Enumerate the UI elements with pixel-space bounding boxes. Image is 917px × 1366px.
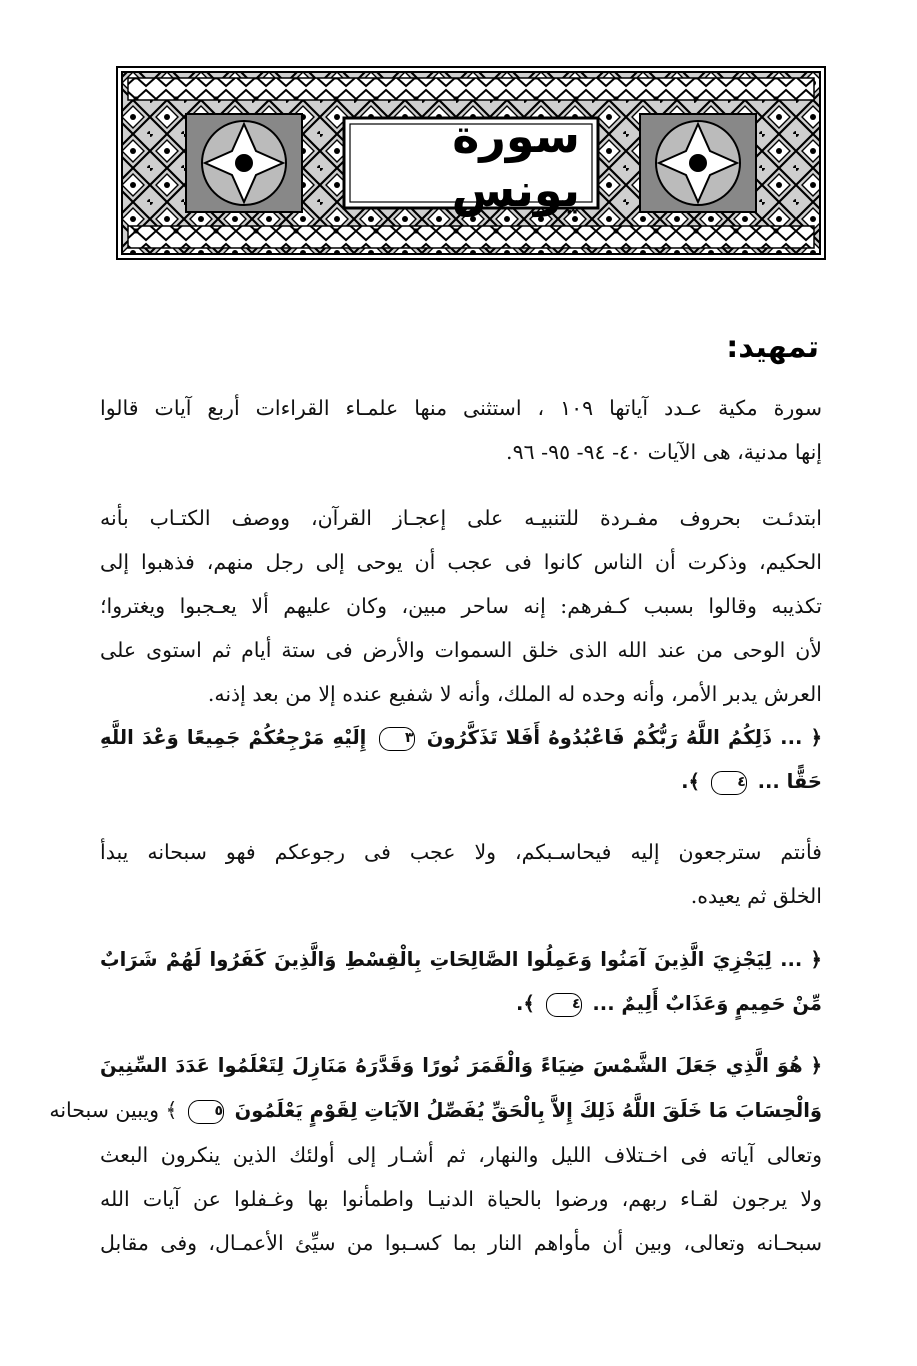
- mixed-line: [49, 1088, 822, 1133]
- verse-text: ﴾.: [515, 992, 535, 1015]
- paragraph-intro: [100, 386, 822, 474]
- paragraph-return: [100, 830, 822, 918]
- text-line: سورة مكية عـدد آياتها ١٠٩ ، استثنى منها علمـاء القراءات أربع آيات قالوا: [100, 396, 822, 420]
- verse-text: مِّنْ حَمِيمٍ وَعَذَابٌ أَلِيمٌ ...: [592, 992, 822, 1015]
- text-line: لأن الوحى من عند الله الذى خلق السموات والأرض فى ستة أيام ثم استوى على: [100, 638, 822, 662]
- paragraph-opening: [100, 496, 822, 716]
- verse-line: ﴿ ... لِيَجْزِيَ الَّذِينَ آمَنُوا وَعَمِلُوا الصَّالِحَاتِ بِالْقِسْطِ وَالَّذِينَ كَفَرُوا لَهُمْ شَرَابٌ: [100, 948, 822, 971]
- verse-text: ﴾.: [681, 770, 700, 793]
- text-line: سبحـانه وتعالى، وبين أن مأواهم النار بما كسـبوا من سيِّئ الأعمـال، وفى مقابل: [100, 1231, 822, 1255]
- text-line: وتعالى آياته فى اخـتلاف الليل والنهار، ثم أشـار إلى أولئك الذين ينكرون البعث: [100, 1143, 822, 1167]
- verse-line: ﴿ هُوَ الَّذِي جَعَلَ الشَّمْسَ ضِيَاءً وَالْقَمَرَ نُورًا وَقَدَّرَهُ مَنَازِلَ لِتَعْلَمُوا عَدَدَ السِّنِينَ: [100, 1054, 822, 1077]
- right-medallion: [640, 114, 756, 212]
- verse-line: [100, 760, 822, 804]
- verse-line: [100, 716, 822, 760]
- verse-line: [100, 982, 822, 1026]
- quran-verse-2: [100, 938, 822, 1026]
- text-line: تكذيبه وقالوا بسبب كـفرهم: إنه ساحر مبين، وكان عليهم ألا يعـجبوا ويغتروا؛: [100, 594, 822, 618]
- text-line: الحكيم، وذكرت أن الناس كانوا فى عجب أن يوحى إلى رجل منهم، فذهبوا إلى: [100, 550, 822, 574]
- quran-verse-1: [100, 716, 822, 804]
- section-heading: تمهيد:: [726, 330, 819, 365]
- text-line: إنها مدنية، هى الآيات ٤٠- ٩٤- ٩٥- ٩٦.: [506, 440, 822, 464]
- left-medallion: [186, 114, 302, 212]
- surah-title: سورة يونس: [451, 109, 580, 217]
- verse-text: حَقًّا ...: [757, 770, 822, 793]
- verse-number-marker: ٤: [546, 993, 582, 1017]
- text-line: ابتدئـت بحروف مفـردة للتنبيـه على إعجـاز القرآن، ووصف الكتـاب بأنه: [100, 506, 822, 530]
- verse-text: ﴿ ... ذَلِكُمُ اللَّهُ رَبُّكُمْ فَاعْبُدُوهُ أَفَلا تَذَكَّرُونَ: [426, 726, 823, 749]
- verse-number-marker: ٤: [711, 771, 747, 795]
- verse-number-marker: ٣: [379, 727, 415, 751]
- text-line: الخلق ثم يعيده.: [690, 884, 822, 908]
- text-line: ولا يرجون لقـاء ربهم، ورضوا بالحياة الدنيـا واطمأنوا بها وغـفلوا عن آيات الله: [100, 1187, 822, 1211]
- text-line: فأنتم سترجعون إليه فيحاسـبكم، ولا عجب فى رجوعكم فهو سبحانه يبدأ: [100, 840, 822, 864]
- verse-text: وَالْحِسَابَ مَا خَلَقَ اللَّهُ ذَلِكَ إِلاَّ بِالْحَقِّ يُفَصِّلُ الآيَاتِ لِقَوْمٍ يَعْلَمُونَ: [234, 1099, 822, 1122]
- text-segment: ﴾ ويبين سبحانه: [49, 1098, 178, 1122]
- verse-number-marker: ٥: [188, 1100, 224, 1124]
- paragraph-signs: [49, 1044, 822, 1265]
- verse-text: إِلَيْهِ مَرْجِعُكُمْ جَمِيعًا وَعْدَ اللَّهِ: [100, 726, 367, 749]
- text-line: العرش يدبر الأمر، وأنه وحده له الملك، وأنه لا شفيع عنده إلا من بعد إذنه.: [207, 682, 822, 706]
